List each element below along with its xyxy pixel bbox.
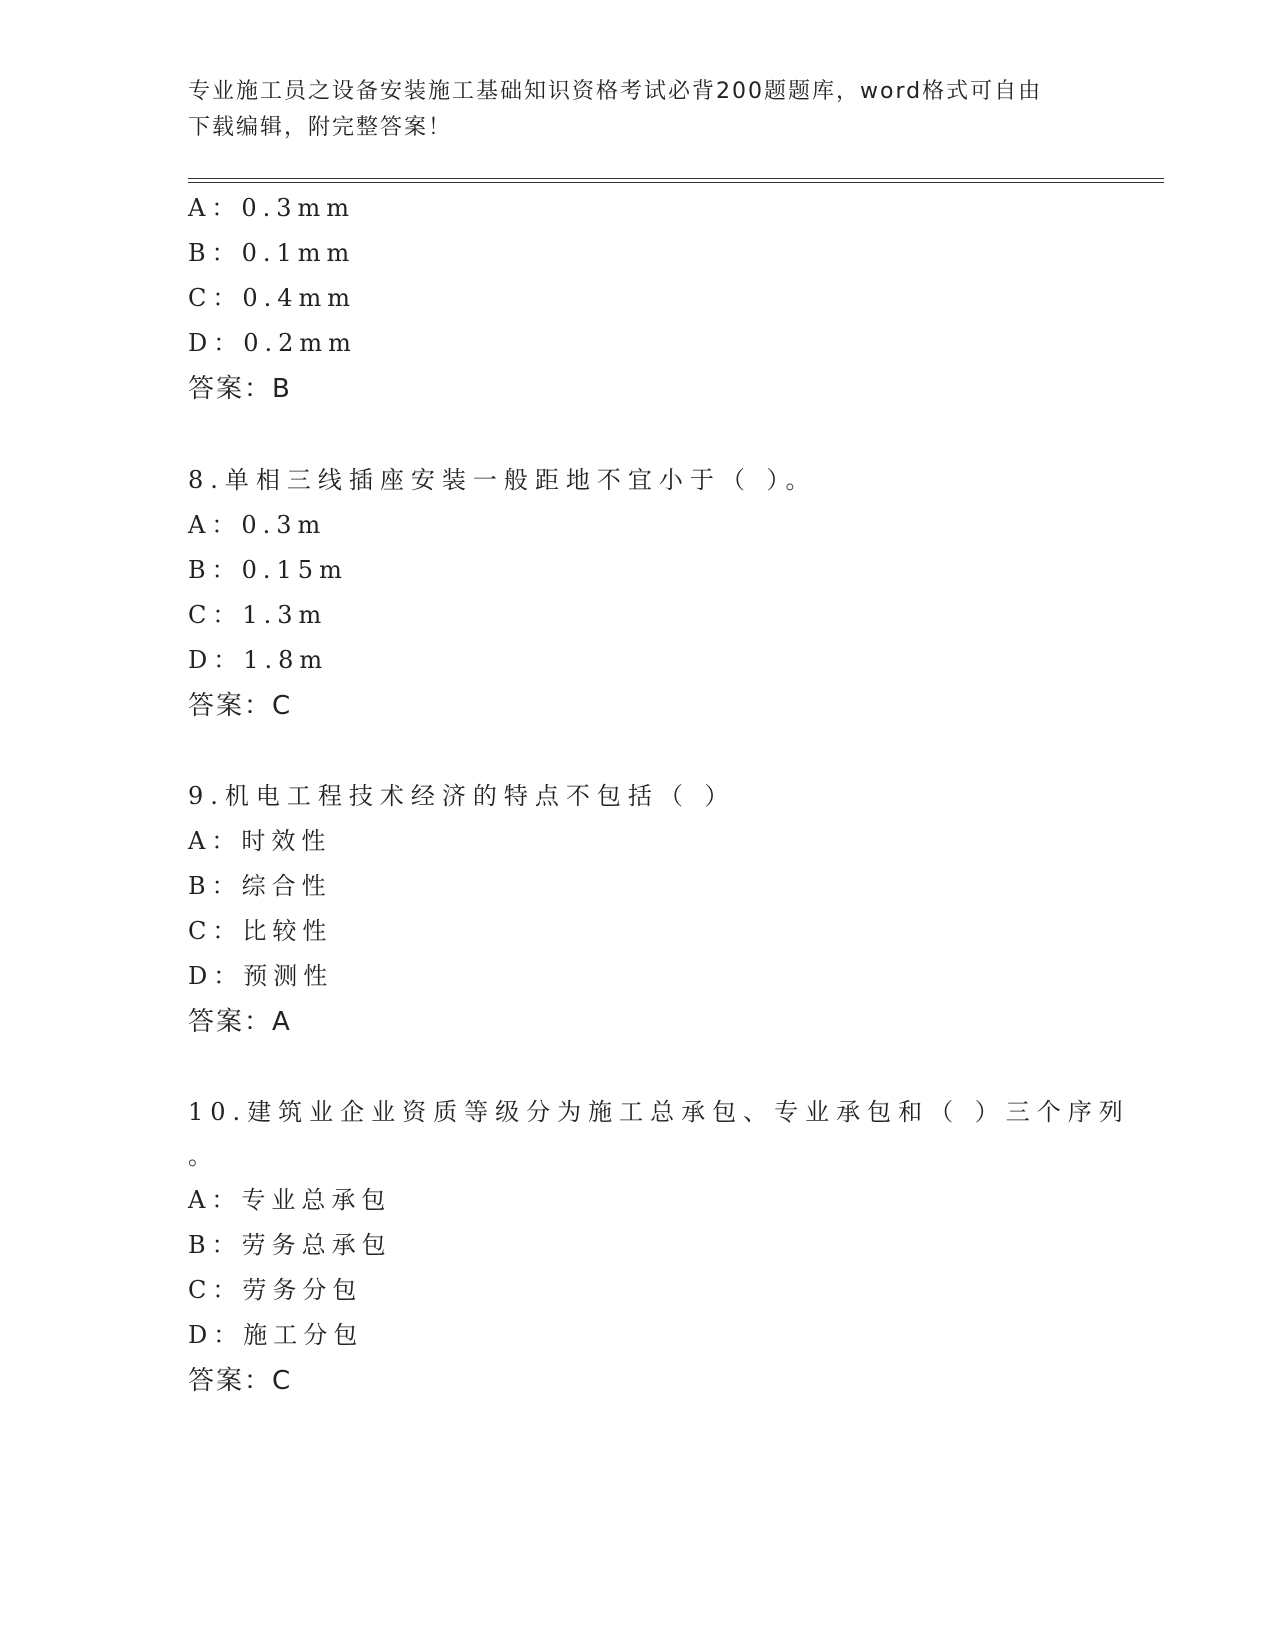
question-text: 9.机电工程技术经济的特点不包括（ ） — [188, 782, 736, 810]
answer: 答案：A — [188, 1007, 292, 1037]
answer: 答案：C — [188, 1366, 293, 1396]
option-b: B：0.15m — [188, 556, 348, 584]
option-a: A：时效性 — [188, 827, 332, 855]
option-b: B：综合性 — [188, 872, 332, 900]
option-a: A：0.3m — [188, 511, 327, 539]
question-text: 8.单相三线插座安装一般距地不宜小于（ ）。 — [188, 466, 817, 494]
option-a: A：0.3mm — [188, 194, 356, 222]
document-header — [188, 74, 1068, 146]
option-c: C：1.3m — [188, 601, 328, 629]
option-b: B：劳务总承包 — [188, 1231, 392, 1259]
option-d: D：预测性 — [188, 962, 334, 990]
header-divider-bottom — [188, 182, 1164, 183]
header-line-1: 专业施工员之设备安装施工基础知识资格考试必背200题题库，word格式可自由 — [188, 79, 1043, 104]
header-line-2: 下载编辑，附完整答案！ — [188, 115, 453, 140]
option-c: C：比较性 — [188, 917, 333, 945]
question-text-line-2: 。 — [188, 1142, 218, 1170]
option-a: A：专业总承包 — [188, 1186, 392, 1214]
option-c: C：劳务分包 — [188, 1276, 363, 1304]
option-b: B：0.1mm — [188, 239, 356, 267]
header-divider-top — [188, 178, 1164, 179]
question-text-line-1: 10.建筑业企业资质等级分为施工总承包、专业承包和（ ）三个序列 — [188, 1098, 1130, 1126]
option-d: D：1.8m — [188, 646, 329, 674]
answer: 答案：C — [188, 691, 293, 721]
option-d: D：0.2mm — [188, 329, 357, 357]
answer: 答案：B — [188, 374, 292, 404]
option-c: C：0.4mm — [188, 284, 357, 312]
option-d: D：施工分包 — [188, 1321, 364, 1349]
